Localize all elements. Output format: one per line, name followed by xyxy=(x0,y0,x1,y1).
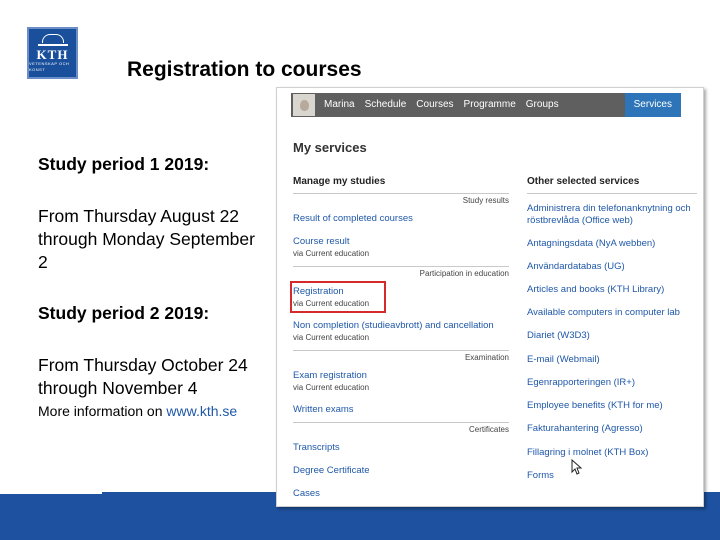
divider xyxy=(527,193,697,194)
crown-icon xyxy=(38,34,68,46)
link-degree-certificate[interactable]: Degree Certificate xyxy=(293,465,370,476)
link-diariet[interactable]: Diariet (W3D3) xyxy=(527,330,590,341)
kth-logo xyxy=(27,27,78,79)
section-study-results: Study results xyxy=(462,196,509,205)
link-employee-benefits[interactable]: Employee benefits (KTH for me) xyxy=(527,400,663,411)
registration-sub: via Current education xyxy=(293,299,370,308)
period2-heading: Study period 2 2019: xyxy=(38,303,210,323)
logo-letters: KTH xyxy=(36,46,69,62)
divider xyxy=(293,193,509,194)
link-result-completed-courses[interactable]: Result of completed courses xyxy=(293,213,413,224)
page-heading: My services xyxy=(293,140,367,155)
link-exam-registration[interactable]: Exam registration xyxy=(293,370,367,381)
nav-schedule[interactable]: Schedule xyxy=(364,99,407,110)
course-result-sub: via Current education xyxy=(293,249,370,258)
nav-groups[interactable]: Groups xyxy=(525,99,559,110)
registration-highlight xyxy=(290,281,386,313)
logo-subtext: VETENSKAP OCH KONST xyxy=(29,60,70,72)
link-fakturahantering[interactable]: Fakturahantering (Agresso) xyxy=(527,423,643,434)
link-office-web-2[interactable]: röstbrevlåda (Office web) xyxy=(527,215,633,226)
link-forms[interactable]: Forms xyxy=(527,470,554,481)
link-anvandardatabas[interactable]: Användardatabas (UG) xyxy=(527,261,625,272)
more-info-link[interactable]: www.kth.se xyxy=(166,403,238,419)
nav-courses[interactable]: Courses xyxy=(416,99,454,110)
section-participation: Participation in education xyxy=(419,269,509,278)
other-services-heading: Other selected services xyxy=(527,176,640,187)
nav-user-name[interactable]: Marina xyxy=(324,99,355,110)
link-non-completion[interactable]: Non completion (studieavbrott) and cancellation xyxy=(293,320,494,331)
manage-studies-heading: Manage my studies xyxy=(293,176,386,187)
other-services-column xyxy=(527,88,702,506)
footer-notch xyxy=(0,488,102,494)
nav-programme[interactable]: Programme xyxy=(463,99,516,110)
link-articles-books[interactable]: Articles and books (KTH Library) xyxy=(527,284,665,295)
more-info-prefix: More information on xyxy=(38,403,167,419)
divider xyxy=(293,422,509,423)
link-office-web-1[interactable]: Administrera din telefonanknytning och xyxy=(527,203,691,214)
portal-screenshot xyxy=(276,87,704,507)
period1-dates: From Thursday August 22 through Monday September 2 xyxy=(38,206,255,272)
link-cases[interactable]: Cases xyxy=(293,488,320,499)
link-egenrapporteringen[interactable]: Egenrapporteringen (IR+) xyxy=(527,377,635,388)
section-examination: Examination xyxy=(464,353,509,362)
more-info xyxy=(38,401,237,421)
section-certificates: Certificates xyxy=(468,425,509,434)
link-registration[interactable]: Registration xyxy=(293,286,344,297)
link-available-computers[interactable]: Available computers in computer lab xyxy=(527,307,680,318)
link-antagningsdata[interactable]: Antagningsdata (NyA webben) xyxy=(527,238,656,249)
divider xyxy=(293,266,509,267)
exam-registration-sub: via Current education xyxy=(293,383,370,392)
mouse-cursor-icon xyxy=(571,459,583,475)
slide-title: Registration to courses xyxy=(127,58,362,81)
nav-services[interactable]: Services xyxy=(625,93,681,117)
period2-dates: From Thursday October 24 through November 4 xyxy=(38,355,248,398)
link-transcripts[interactable]: Transcripts xyxy=(293,442,340,453)
link-email[interactable]: E-mail (Webmail) xyxy=(527,354,600,365)
link-written-exams[interactable]: Written exams xyxy=(293,404,354,415)
link-fillagring[interactable]: Fillagring i molnet (KTH Box) xyxy=(527,447,649,458)
period1-heading: Study period 1 2019: xyxy=(38,154,210,174)
divider xyxy=(293,350,509,351)
non-completion-sub: via Current education xyxy=(293,333,370,342)
link-course-result[interactable]: Course result xyxy=(293,236,350,247)
